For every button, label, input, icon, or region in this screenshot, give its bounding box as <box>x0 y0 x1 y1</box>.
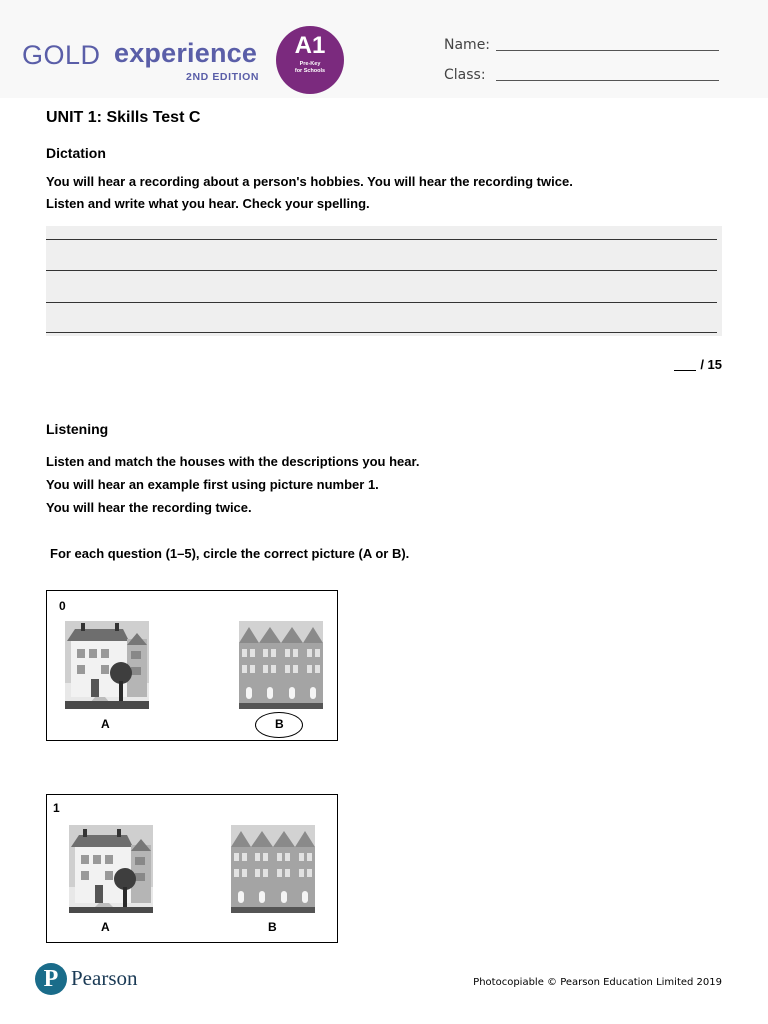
question-box-0 <box>46 590 338 741</box>
level-badge <box>276 26 344 94</box>
dictation-instruction-2: Listen and write what you hear. Check your spelling. <box>46 196 370 211</box>
name-label: Name: <box>444 37 491 53</box>
listening-instruction-2: You will hear an example first using picture number 1. <box>46 477 379 492</box>
copyright-notice: Photocopiable © Pearson Education Limited 2019 <box>473 977 722 988</box>
option-b-label[interactable]: B <box>275 717 284 731</box>
listening-instruction-3: You will hear the recording twice. <box>46 500 252 515</box>
answer-line[interactable] <box>46 270 717 271</box>
level-sub-2: for Schools <box>294 68 326 74</box>
class-field[interactable] <box>496 80 719 81</box>
detached-house-picture[interactable] <box>65 621 149 709</box>
terraced-houses-picture[interactable] <box>239 621 323 709</box>
question-number: 0 <box>59 599 66 613</box>
level-sub-1: Pre-Key <box>299 61 321 67</box>
page-header <box>0 0 768 98</box>
level-label: A1 <box>294 32 326 59</box>
answer-line[interactable] <box>46 332 717 333</box>
question-number: 1 <box>53 801 60 815</box>
option-a-label[interactable]: A <box>101 717 110 731</box>
dictation-score <box>674 357 722 372</box>
brand-edition: 2ND EDITION <box>186 71 260 83</box>
answer-line[interactable] <box>46 302 717 303</box>
question-box-1 <box>46 794 338 943</box>
listening-heading: Listening <box>46 421 109 437</box>
option-a-label[interactable]: A <box>101 920 110 934</box>
name-field[interactable] <box>496 50 719 51</box>
terraced-houses-picture[interactable] <box>231 825 315 913</box>
brand-experience: experience <box>114 38 258 68</box>
listening-instruction-1: Listen and match the houses with the descriptions you hear. <box>46 454 420 469</box>
option-b-label[interactable]: B <box>268 920 277 934</box>
detached-house-picture[interactable] <box>69 825 153 913</box>
dictation-instruction-1: You will hear a recording about a person's hobbies. You will hear the recording twice. <box>46 174 573 189</box>
pearson-logo-icon: P <box>35 963 67 995</box>
brand-gold: GOLD <box>22 40 101 70</box>
page-title: UNIT 1: Skills Test C <box>46 109 201 126</box>
dictation-heading: Dictation <box>46 145 106 161</box>
answer-line[interactable] <box>46 239 717 240</box>
publisher-name: Pearson <box>71 966 138 990</box>
class-label: Class: <box>444 67 486 83</box>
score-blank[interactable] <box>674 359 696 371</box>
score-total: / 15 <box>700 357 722 372</box>
dictation-answer-area[interactable] <box>46 226 722 336</box>
listening-instruction-4: For each question (1–5), circle the correct picture (A or B). <box>50 546 410 561</box>
